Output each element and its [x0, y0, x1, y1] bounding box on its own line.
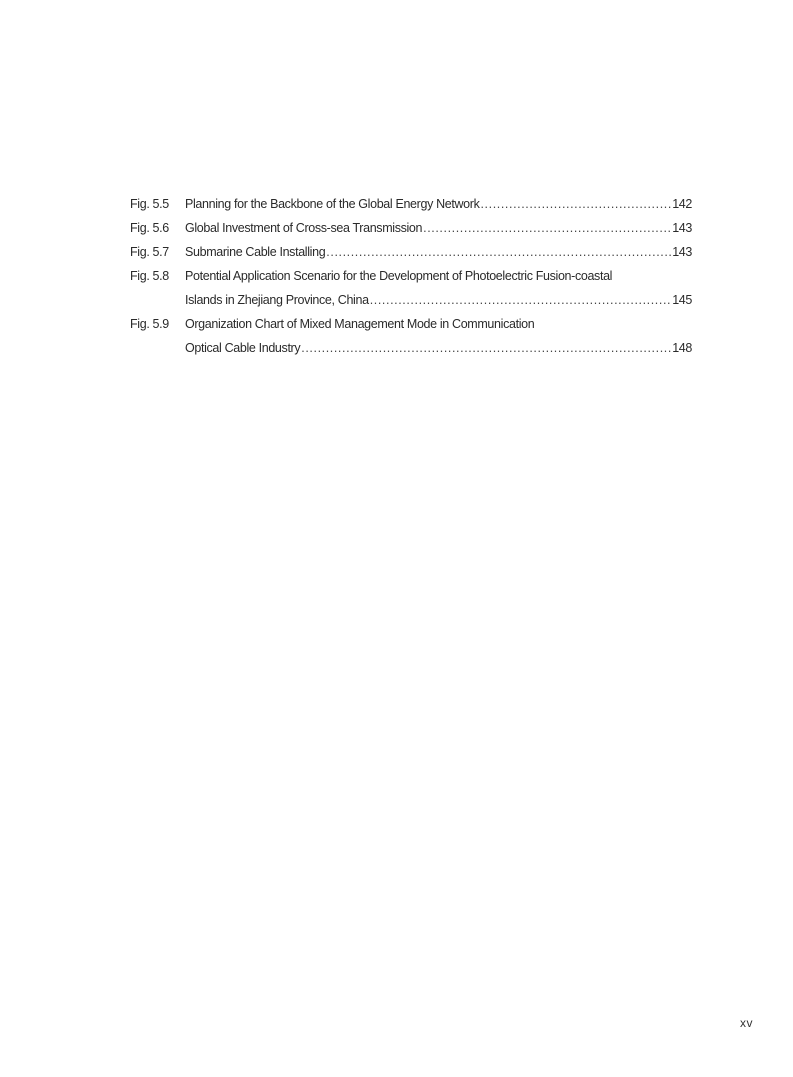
figure-title-continued: Islands in Zhejiang Province, China — [185, 293, 369, 307]
folio-page-number: xv — [740, 1016, 753, 1030]
dot-leader — [480, 192, 671, 216]
list-of-figures — [130, 192, 692, 360]
toc-entry — [130, 240, 692, 264]
figure-title: Potential Application Scenario for the Development of Photoelectric Fusion-coastal — [185, 269, 613, 283]
toc-entry-line — [130, 312, 692, 336]
page-number: 145 — [672, 293, 692, 307]
figure-title: Submarine Cable Installing — [185, 245, 326, 259]
page-number: 142 — [672, 197, 692, 211]
page-number: 143 — [672, 245, 692, 259]
figure-title: Global Investment of Cross-sea Transmission — [185, 221, 423, 235]
dot-leader — [423, 216, 671, 240]
figure-title: Organization Chart of Mixed Management Mode in Communication — [185, 317, 535, 331]
figure-title: Planning for the Backbone of the Global Energy Network — [185, 197, 480, 211]
page-number: 148 — [672, 341, 692, 355]
toc-entry-line — [130, 216, 692, 240]
toc-entry-line — [130, 192, 692, 216]
toc-entry — [130, 192, 692, 216]
toc-entry-line — [130, 264, 692, 288]
toc-entry-continuation — [130, 288, 692, 312]
toc-entry — [130, 264, 692, 312]
dot-leader — [370, 288, 671, 312]
figure-title-continued: Optical Cable Industry — [185, 341, 301, 355]
figure-number: Fig. 5.8 — [130, 269, 169, 283]
figure-number: Fig. 5.6 — [130, 221, 169, 235]
toc-entry-continuation — [130, 336, 692, 360]
dot-leader — [301, 336, 671, 360]
toc-entry — [130, 216, 692, 240]
page-number: 143 — [672, 221, 692, 235]
figure-number: Fig. 5.7 — [130, 245, 169, 259]
figure-number: Fig. 5.9 — [130, 317, 169, 331]
toc-entry-line — [130, 240, 692, 264]
toc-entry — [130, 312, 692, 360]
figure-number: Fig. 5.5 — [130, 197, 169, 211]
dot-leader — [326, 240, 671, 264]
